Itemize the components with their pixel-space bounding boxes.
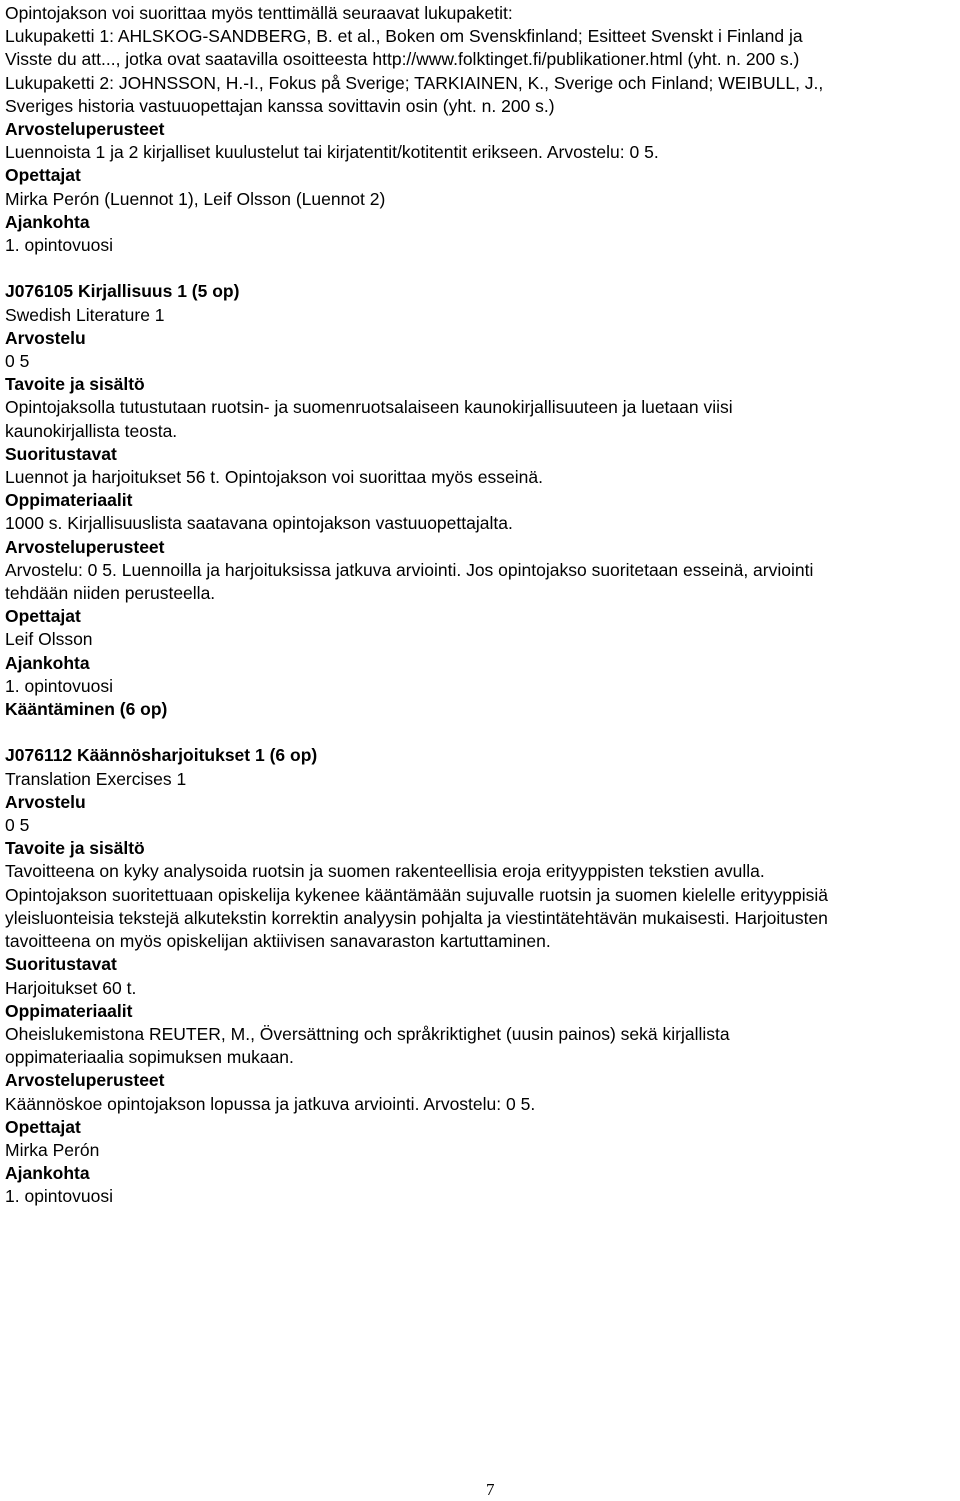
grading-value: 0 5 bbox=[5, 351, 30, 372]
goals-text: tavoitteena on myös opiskelijan aktiivisen sanavaraston kartuttaminen. bbox=[5, 931, 551, 952]
goals-text: yleisluonteisia tekstejä alkutekstin korrektin analyysin pohjalta ja viestintätehtävän mukaisesti. Harjoitusten bbox=[5, 907, 828, 928]
intro-line: Sveriges historia vastuuopettajan kanssa sovittavin osin (yht. n. 200 s.) bbox=[5, 95, 555, 116]
completion-methods-label: Suoritustavat bbox=[5, 443, 117, 464]
teachers-label: Opettajat bbox=[5, 165, 81, 186]
materials-text: Oheislukemistona REUTER, M., Översättning och språkriktighet (uusin painos) sekä kirjallista bbox=[5, 1023, 730, 1044]
grading-label: Arvostelu bbox=[5, 791, 86, 812]
course-title: J076112 Käännösharjoitukset 1 (6 op) bbox=[5, 745, 318, 766]
intro-line: Visste du att..., jotka ovat saatavilla osoitteesta http://www.folktinget.fi/publikationer.html (yht. n. 200 s.) bbox=[5, 49, 800, 70]
goals-text: kaunokirjallista teosta. bbox=[5, 420, 178, 441]
grading-value: 0 5 bbox=[5, 815, 30, 836]
grading-criteria-text: Luennoista 1 ja 2 kirjalliset kuulustelut tai kirjatentit/kotitentit erikseen. Arvostelu: 0 5. bbox=[5, 142, 659, 163]
timing-text: 1. opintovuosi bbox=[5, 235, 113, 256]
grading-criteria-label: Arvosteluperusteet bbox=[5, 119, 165, 140]
timing-label: Ajankohta bbox=[5, 1163, 90, 1184]
timing-text: 1. opintovuosi bbox=[5, 1186, 113, 1207]
goals-text: Opintojaksolla tutustutaan ruotsin- ja suomenruotsalaiseen kaunokirjallisuuteen ja luetaan viisi bbox=[5, 397, 733, 418]
completion-methods-text: Luennot ja harjoitukset 56 t. Opintojakson voi suorittaa myös esseinä. bbox=[5, 467, 543, 488]
materials-text: oppimateriaalia sopimuksen mukaan. bbox=[5, 1047, 294, 1068]
materials-label: Oppimateriaalit bbox=[5, 1000, 133, 1021]
spacer bbox=[5, 257, 955, 280]
course-literature-1 bbox=[5, 280, 955, 698]
timing-text: 1. opintovuosi bbox=[5, 675, 113, 696]
grading-label: Arvostelu bbox=[5, 327, 86, 348]
grading-criteria-label: Arvosteluperusteet bbox=[5, 1070, 165, 1091]
goals-text: Tavoitteena on kyky analysoida ruotsin ja suomen rakenteellisia eroja erityyppisten tekstien avulla. bbox=[5, 861, 765, 882]
completion-methods-text: Harjoitukset 60 t. bbox=[5, 977, 137, 998]
timing-label: Ajankohta bbox=[5, 652, 90, 673]
goals-label: Tavoite ja sisältö bbox=[5, 838, 145, 859]
grading-criteria-text: Arvostelu: 0 5. Luennoilla ja harjoituksissa jatkuva arviointi. Jos opintojakso suoritetaan esseinä, arviointi bbox=[5, 559, 814, 580]
course-translation-exercises-1 bbox=[5, 744, 955, 1208]
grading-criteria-text: tehdään niiden perusteella. bbox=[5, 583, 216, 604]
goals-text: Opintojakson suoritettuaan opiskelija kykenee kääntämään sujuvalle ruotsin ja suomen kielelle erityyppisiä bbox=[5, 884, 828, 905]
intro-line: Lukupaketti 1: AHLSKOG-SANDBERG, B. et al., Boken om Svenskfinland; Esitteet Svenskt i Finland ja bbox=[5, 26, 803, 47]
completion-methods-label: Suoritustavat bbox=[5, 954, 117, 975]
materials-label: Oppimateriaalit bbox=[5, 490, 133, 511]
teachers-text: Mirka Perón bbox=[5, 1139, 100, 1160]
grading-criteria-text: Käännöskoe opintojakson lopussa ja jatkuva arviointi. Arvostelu: 0 5. bbox=[5, 1093, 536, 1114]
timing-label: Ajankohta bbox=[5, 211, 90, 232]
intro-section bbox=[5, 2, 955, 257]
teachers-text: Mirka Perón (Luennot 1), Leif Olsson (Luennot 2) bbox=[5, 188, 386, 209]
teachers-label: Opettajat bbox=[5, 606, 81, 627]
spacer bbox=[5, 721, 955, 744]
course-english-title: Translation Exercises 1 bbox=[5, 768, 187, 789]
intro-line: Opintojakson voi suorittaa myös tenttimällä seuraavat lukupaketit: bbox=[5, 3, 513, 23]
page-number: 7 bbox=[486, 1480, 495, 1499]
teachers-text: Leif Olsson bbox=[5, 629, 93, 650]
course-english-title: Swedish Literature 1 bbox=[5, 304, 165, 325]
goals-label: Tavoite ja sisältö bbox=[5, 374, 145, 395]
materials-text: 1000 s. Kirjallisuuslista saatavana opintojakson vastuuopettajalta. bbox=[5, 513, 513, 534]
intro-line: Lukupaketti 2: JOHNSSON, H.-I., Fokus på Sverige; TARKIAINEN, K., Sverige och Finland; WEIBULL, J., bbox=[5, 72, 824, 93]
document-page bbox=[5, 2, 955, 1209]
teachers-label: Opettajat bbox=[5, 1116, 81, 1137]
section-title: Kääntäminen (6 op) bbox=[5, 699, 168, 720]
grading-criteria-label: Arvosteluperusteet bbox=[5, 536, 165, 557]
course-title: J076105 Kirjallisuus 1 (5 op) bbox=[5, 281, 240, 302]
